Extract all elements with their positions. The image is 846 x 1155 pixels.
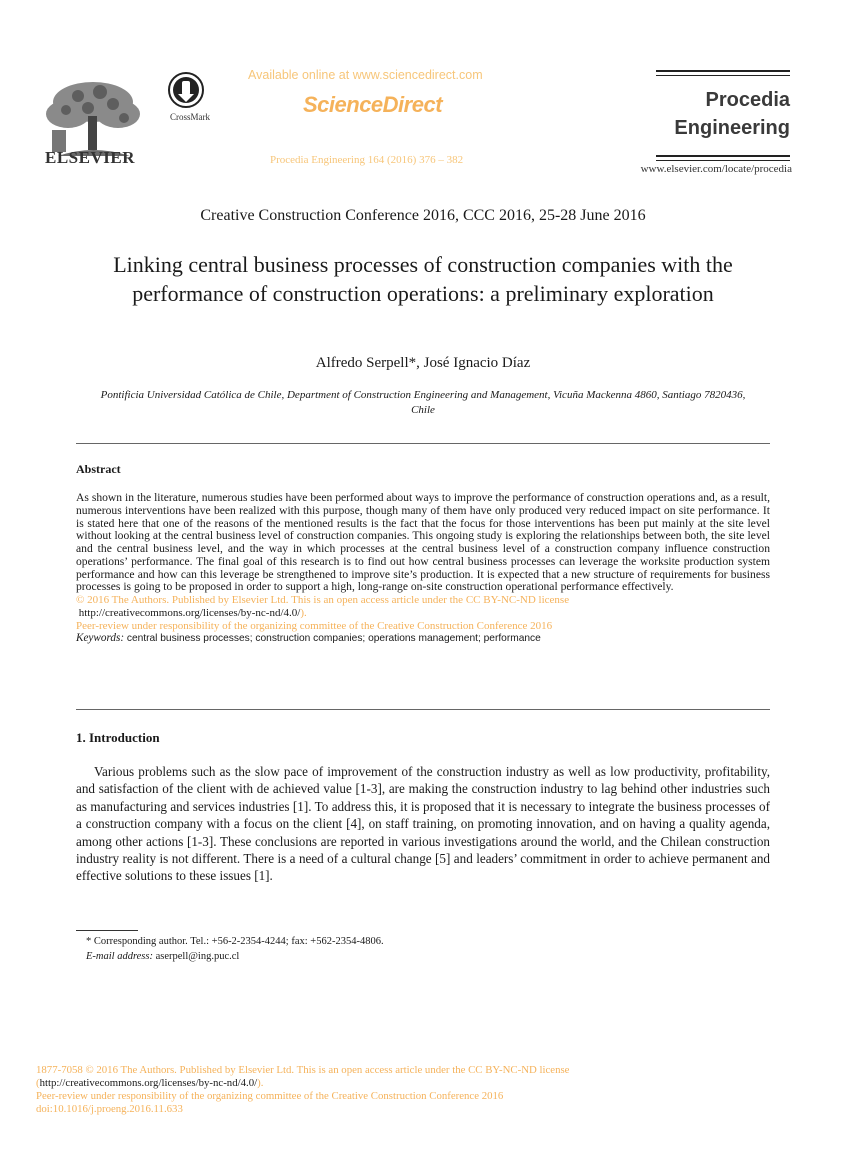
journal-title-rule-bottom-thin [656,160,790,161]
footnote [86,934,766,964]
crossmark-icon[interactable] [168,72,204,108]
issn-line: 1877-7058 © 2016 The Authors. Published by Elsevier Ltd. This is an open access article under the CC BY-NC-ND license [36,1064,570,1076]
paper-title: Linking central business processes of construction companies with the performance of construction operations: a preliminary exploration [113,252,733,306]
footer-license-url-line[interactable]: (http://creativecommons.org/licenses/by-nc-nd/4.0/). [36,1077,264,1089]
keywords-label: Keywords: [76,632,125,645]
journal-title-rule-top [656,70,790,72]
journal-reference: Procedia Engineering 164 (2016) 376 – 382 [270,154,464,166]
footnote-divider [76,930,138,931]
keywords-line [76,632,770,645]
introduction-text: Various problems such as the slow pace of improvement of the construction industry as well as low productivity, profitability, and satisfaction of the client with de achieved value [1-3], are making the construction industry to lag behind other industries such as manufacturing and services industries [1]. To address this, it is proposed that it is necessary to integrate the business processes of a construction company with a focus on the client [4], on staff training, on promoting innovation, and on having a quality agenda, among other actions [1-3]. These conclusions are reported in various investigations around the world, and the Chilean construction industry reality is not different. There is a need of a cultural change [5] and leaders’ commitment in order to achieve permanent and effective solutions to these issues [1]. [76,764,770,884]
journal-url[interactable]: www.elsevier.com/locate/procedia [640,163,792,175]
abstract-text: As shown in the literature, numerous studies have been performed about ways to improve the performance of construction operations and, as a result, numerous interventions have been realized with this purpose, though many of them have only produced very reduced impact on site performance. It is stated here that one of the reasons of the mentioned results is the fact that the focus for those interventions has been put mainly at the site level without looking at the central business level of construction companies. This ongoing study is exploring the relationships between both, the site level and the central business level, and the way in which processes at the central business level of a construction company influence construction operations’ performance. The final goal of this research is to find out how central business processes can leverage the worksite production system performance and how can this leverage be strengthened to improve site’s production. It is expected that a new structure of requirements for business processes is going to be proposed in order to support a high, long-range on-site construction operational performance effectively. [76,491,770,594]
footer-peer-review: Peer-review under responsibility of the organizing committee of the Creative Construction Conference 2016 [36,1090,504,1102]
publisher-wordmark: ELSEVIER [45,148,135,167]
journal-title-line2: Engineering [674,117,790,139]
abstract-license-link[interactable]: http://creativecommons.org/licenses/by-nc-nd/4.0/ [78,606,301,619]
email-label: E-mail address: [86,951,153,962]
journal-title-line1: Procedia [705,89,790,111]
conference-name: Creative Construction Conference 2016, CCC 2016, 25-28 June 2016 [200,207,646,224]
keywords-list: central business processes; construction companies; operations management; performance [126,633,541,645]
abstract-license: © 2016 The Authors. Published by Elsevier Ltd. This is an open access article under the CC BY-NC-ND license [76,594,570,606]
email-address[interactable]: aserpell@ing.puc.cl [155,951,240,962]
abstract-license-url[interactable]: http://creativecommons.org/licenses/by-nc-nd/4.0/). [78,606,307,619]
footer-license-link[interactable]: http://creativecommons.org/licenses/by-nc-nd/4.0/ [39,1077,258,1089]
author-affiliation: Pontificia Universidad Católica de Chile, Department of Construction Engineering and Management, Vicuña Mackenna 4860, Santiago 7820436, Chile [100,389,746,416]
available-online-text[interactable]: Available online at www.sciencedirect.com [248,68,483,82]
email-line [86,949,766,964]
journal-title-rule-bottom [656,155,790,157]
journal-title [656,86,790,142]
abstract-peer-review: Peer-review under responsibility of the organizing committee of the Creative Construction Conference 2016 [76,619,553,632]
copyright-footer [36,1064,796,1116]
crossmark-label: CrossMark [170,112,210,122]
journal-title-rule-top-thin [656,75,790,76]
corresponding-author: * Corresponding author. Tel.: +56-2-2354-4244; fax: +562-2354-4806. [86,936,384,947]
author-list: Alfredo Serpell*, José Ignacio Díaz [315,355,531,371]
abstract-section [76,492,770,645]
doi[interactable]: doi:10.1016/j.proeng.2016.11.633 [36,1103,183,1115]
abstract-heading: Abstract [76,462,121,476]
sciencedirect-logo: ScienceDirect [303,92,443,117]
abstract-bottom-divider [76,709,770,710]
introduction-heading: 1. Introduction [76,730,160,745]
abstract-top-divider [76,443,770,444]
